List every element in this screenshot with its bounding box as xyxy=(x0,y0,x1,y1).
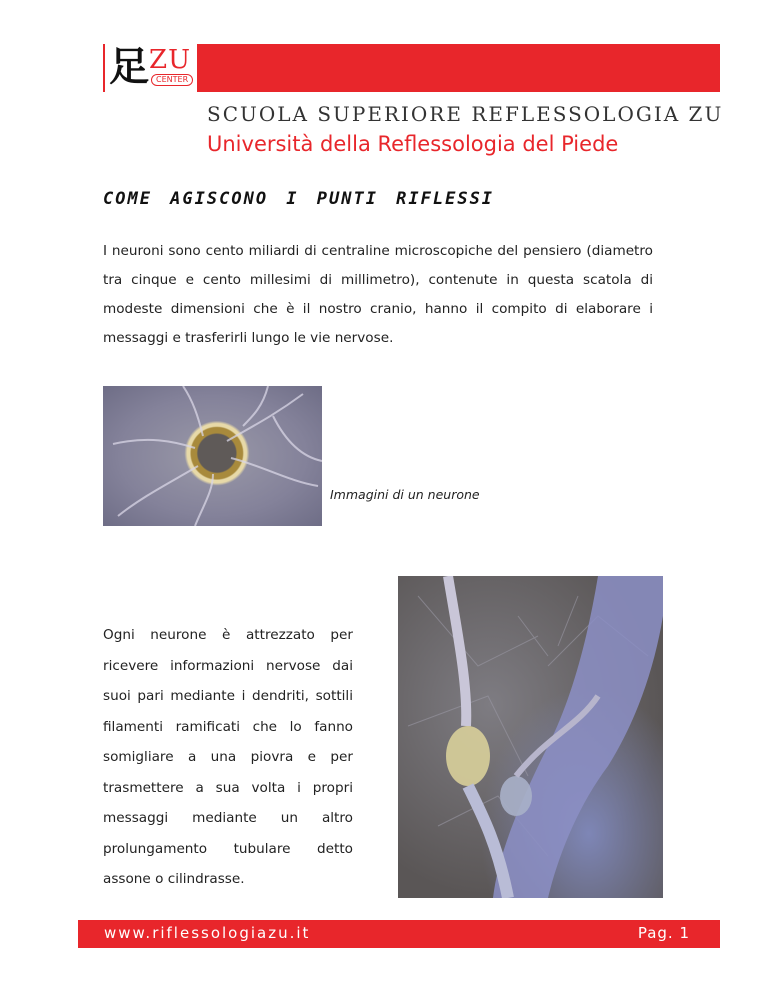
neuron-photo xyxy=(103,386,322,526)
university-name: Università della Reflessologia del Piede xyxy=(207,132,619,156)
logo-kanji: 足 xyxy=(109,43,149,90)
article-heading: COME AGISCONO I PUNTI RIFLESSI xyxy=(103,189,495,209)
website-link[interactable]: www.riflessologiazu.it xyxy=(104,924,311,942)
footer-bar xyxy=(78,920,720,948)
neuron-illustration xyxy=(398,576,663,898)
body-paragraph: Ogni neurone è attrezzato per ricevere informazioni nervose dai suoi pari mediante i dendriti, sottili filamenti ramificati che lo fanno somigliare a una piovra e per trasmettere a sua volta i propri messaggi mediante un altro prolungamento tubulare detto assone o cilindrasse. xyxy=(103,627,353,887)
logo-subtext: CENTER xyxy=(151,74,193,86)
page-number: Pag. 1 xyxy=(637,924,690,942)
intro-paragraph: I neuroni sono cento miliardi di centraline microscopiche del pensiero (diametro tra cinque e cento millesimi di millimetro), contenute in questa scatola di modeste dimensioni che è il nostro cranio, hanno il compito di elaborare i messaggi e trasferirli lungo le vie nervose. xyxy=(103,243,653,346)
school-name: SCUOLA SUPERIORE REFLESSOLOGIA ZU xyxy=(207,102,724,126)
image-caption: Immagini di un neurone xyxy=(330,487,480,502)
zu-center-logo[interactable] xyxy=(103,44,197,92)
logo-text: ZU xyxy=(149,45,191,75)
